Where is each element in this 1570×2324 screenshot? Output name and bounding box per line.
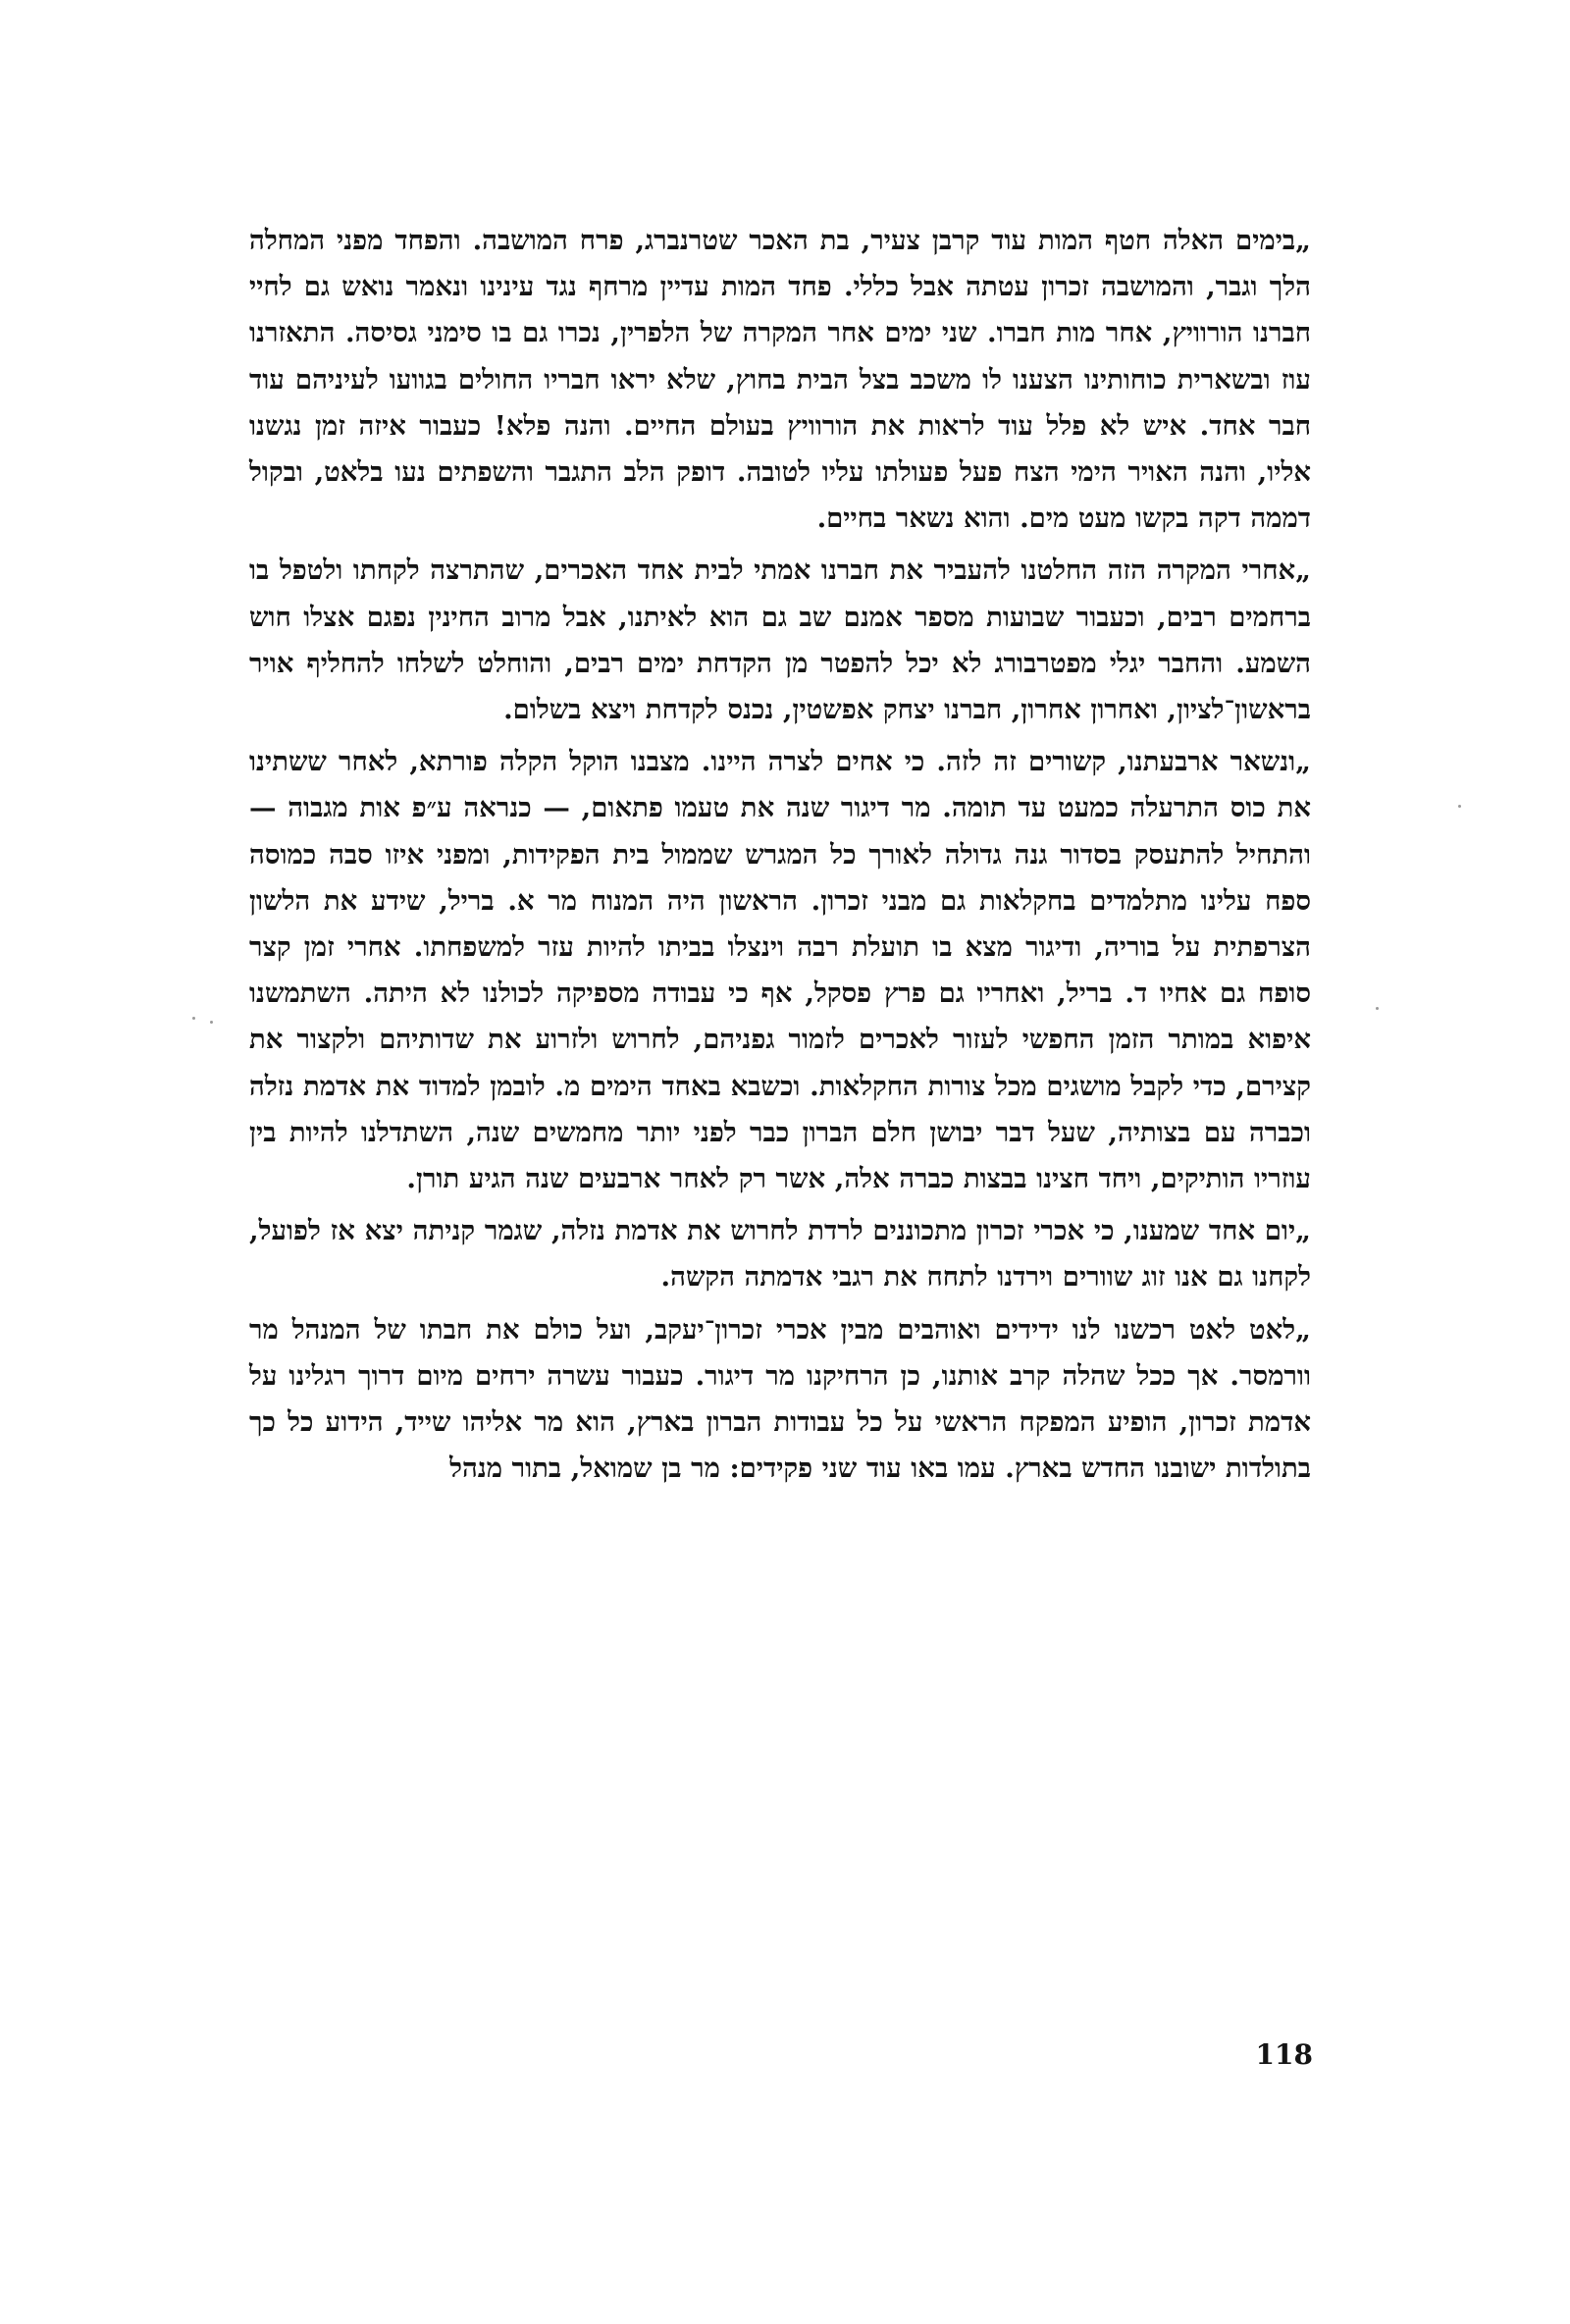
- paragraph-4: „יום אחד שמענו, כי אכרי זכרון מתכוננים לרדת לחרוש את אדמת נזלה, שגמר קניתה יצא אז לפועל, לקחנו גם אנו זוג שוורים וירדנו לתחח את רגבי אדמתה הקשה.: [249, 1215, 1311, 1294]
- body-text: [249, 218, 1311, 1498]
- scan-speck: [192, 1017, 195, 1020]
- paragraph-2: „אחרי המקרה הזה החלטנו להעביר את חברנו אמתי לבית אחד האכרים, שהתרצה לקחתו ולטפל בו ברחמים רבים, וכעבור שבועות מספר אמנם שב גם הוא לאיתנו, אבל מרוב החינין נפגם אצלו חוש השמע. והחבר יגלי מפטרבורג לא יכל להפטר מן הקדחת ימים רבים, והוחלט לשלחו להחליף אויר בראשון־לציון, ואחרון אחרון, חברנו יצחק אפשטין, נכנס לקדחת ויצא בשלום.: [249, 555, 1311, 726]
- page-number: 118: [1255, 2038, 1313, 2071]
- paragraph-3: „ונשאר ארבעתנו, קשורים זה לזה. כי אחים לצרה היינו. מצבנו הוקל הקלה פורתא, לאחר ששתינו את כוס התרעלה כמעט עד תומה. מר דיגור שנה את טעמו פתאום, — כנראה ע״פ אות מגבוה — והתחיל להתעסק בסדור גנה גדולה לאורך כל המגרש שממול בית הפקידות, ומפני איזו סבה כמוסה ספח עלינו מתלמדים בחקלאות גם מבני זכרון. הראשון היה המנוח מר א. בריל, שידע את הלשון הצרפתית על בוריה, ודיגור מצא בו תועלת רבה וינצלו בביתו להיות עזר למשפחתו. אחרי זמן קצר סופח גם אחיו ד. בריל, ואחריו גם פרץ פסקל, אף כי עבודה מספיקה לכולנו לא היתה. השתמשנו איפוא במותר הזמן החפשי לעזור לאכרים לזמור גפניהם, לחרוש ולזרוע את שדותיהם ולקצור את קצירם, כדי לקבל מושגים מכל צורות החקלאות. וכשבא באחד הימים מ. לובמן למדוד את אדמת נזלה וכברה עם בצותיה, שעל דבר יבושן חלם הברון כבר לפני יותר מחמשים שנה, השתדלנו להיות בין עוזריו הותיקים, ויחד חצינו בבצות כברה אלה, אשר רק לאחר ארבעים שנה הגיע תורן.: [249, 746, 1311, 1195]
- scan-speck: [210, 1021, 213, 1024]
- paragraph-5: „לאט לאט רכשנו לנו ידידים ואוהבים מבין אכרי זכרון־יעקב, ועל כולם את חבתו של המנהל מר וורמסר. אך ככל שהלה קרב אותנו, כן הרחיקנו מר דיגור. כעבור עשרה ירחים מיום דרוך רגלינו על אדמת זכרון, הופיע המפקח הראשי על כל עבודות הברון בארץ, הוא מר אליהו שייד, הידוע כל כך בתולדות ישובנו החדש בארץ. עמו באו עוד שני פקידים: מר בן שמואל, בתור מנהל: [249, 1313, 1311, 1485]
- scan-speck: [1376, 1007, 1379, 1010]
- scan-speck: [1458, 805, 1461, 808]
- paragraph-1: „בימים האלה חטף המות עוד קרבן צעיר, בת האכר שטרנברג, פרח המושבה. והפחד מפני המחלה הלך וגבר, והמושבה זכרון עטתה אבל כללי. פחד המות עדיין מרחף נגד עינינו ונאמר נואש גם לחיי חברנו הורוויץ, אחר מות חברו. שני ימים אחר המקרה של הלפרין, נכרו גם בו סימני גסיסה. התאזרנו עוז ובשארית כוחותינו הצענו לו משכב בצל הבית בחוץ, שלא יראו חבריו החולים בגוועו לעיניהם עוד חבר אחד. איש לא פלל עוד לראות את הורוויץ בעולם החיים. והנה פלא! כעבור איזה זמן נגשנו אליו, והנה האויר הימי הצח פעל פעולתו עליו לטובה. דופק הלב התגבר והשפתים נעו בלאט, ובקול דממה דקה בקשו מעט מים. והוא נשאר בחיים.: [249, 225, 1311, 535]
